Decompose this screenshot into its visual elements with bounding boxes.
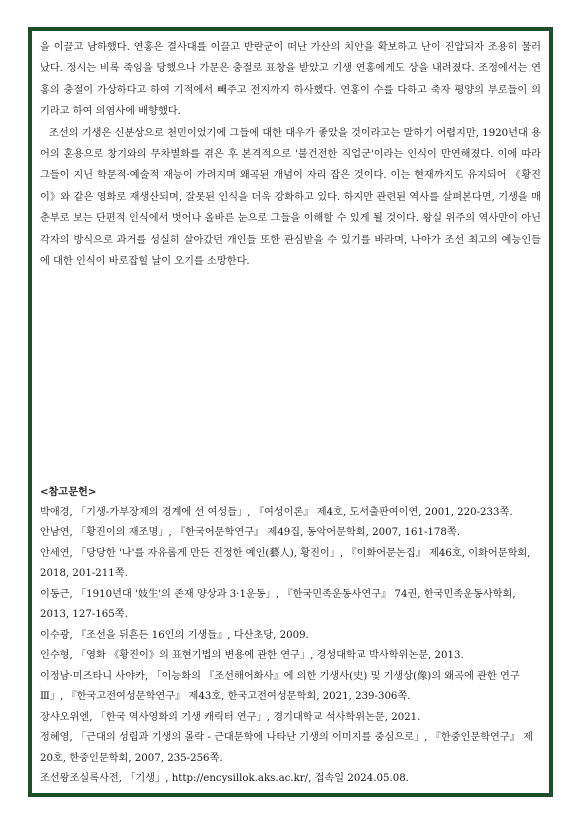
reference-item: 조선왕조실록사전, 「기생」, http://encysillok.aks.ac.kr/, 접속일 2024.05.08. [40,773,409,784]
reference-item: 장샤오위엔, 「한국 역사영화의 기생 캐릭터 연구」, 경기대학교 석사학위논문, 2021. [40,711,421,723]
reference-item: 안남연, 「황진이의 재조명」, 『한국어문학연구』 제49집, 동악어문학회, 2007, 161-178쪽. [40,527,460,538]
reference-item: 안세연, 「당당한 '나'를 자유롭게 만든 진정한 예인(藝人), 황진이」, 『이화어문논집』 제46호, 이화어문학회, 2018, 201-211쪽. [40,547,531,579]
reference-item: 이동근, 「1910년대 '妓生'의 존재 양상과 3·1운동」, 『한국민족운동사연구』 74권, 한국민족운동사학회, 2013, 127-165쪽. [40,588,516,620]
page-frame [28,27,553,797]
references-section [40,482,545,790]
reference-item: 이정남·미즈타니 사야카, 「이능화의 『조선해어화사』에 의한 기생사(史) 및 기생상(像)의 왜곡에 관한 연구 Ⅲ」, 『한국고전여성문학연구』 제43호, 한국고전여성문학회, 2021, 239-306쪽. [40,670,520,702]
reference-item: 박애경, 「기생-가부장제의 경계에 선 여성들」, 『여성이론』 제4호, 도서출판여이연, 2001, 220-233쪽. [40,506,513,518]
reference-item: 이수광, 『조선을 뒤흔든 16인의 기생들』, 다산초당, 2009. [40,629,309,641]
references-title: <참고문헌> [40,486,97,498]
reference-item: 정혜영, 「근대의 성립과 기생의 몰락 - 근대문학에 나타난 기생의 이미지를 중심으로」, 『한중인문학연구』 제20호, 한중인문학회, 2007, 235-256쪽. [40,732,534,764]
paragraph-1: 을 이끌고 남하했다. 연홍은 결사대를 이끌고 반란군이 떠난 가산의 치안을 확보하고 난이 진압되자 조용히 물러났다. 정시는 비록 죽임을 당했으나 가문은 충절로 표창을 받았고 기생 연홍에게도 상을 내려졌다. 조정에서는 연홍의 충절이 가상하다고 하여 기적에서 빼주고 전지까지 하사했다. 연홍이 수를 다하고 죽자 평양의 부로들이 의기라고 하여 의염사에 배향했다. [40,42,541,118]
body-text [40,37,541,272]
reference-item: 인수형, 「영화 《황진이》의 표현기법의 변용에 관한 연구」, 경성대학교 박사학위논문, 2013. [40,650,464,661]
paragraph-2: 조선의 기생은 신분상으로 천민이었기에 그들에 대한 대우가 좋았을 것이라고는 말하기 어렵지만, 1920년대 용어의 혼용으로 창기와의 무차별화를 겪은 후 본격적으로 '불건전한 직업군'이라는 인식이 만연해졌다. 이에 따라 그들이 지닌 학문적·예술적 재능이 가려지며 왜곡된 개념이 자리 잡은 것이다. 이는 현재까지도 유지되어 《황진이》와 같은 영화로 재생산되며, 잘못된 인식을 더욱 강화하고 있다. 하지만 관련된 역사를 살펴본다면, 기생을 매춘부로 보는 단편적 인식에서 벗어나 올바른 눈으로 그들을 이해할 수 있게 될 것이다. 왕실 위주의 역사만이 아닌 각자의 방식으로 과거를 성실히 살아갔던 개인들 또한 관심받을 수 있기를 바라며, 나아가 조선 최고의 예능인들에 대한 인식이 바로잡힐 날이 오기를 소망한다. [40,127,541,268]
